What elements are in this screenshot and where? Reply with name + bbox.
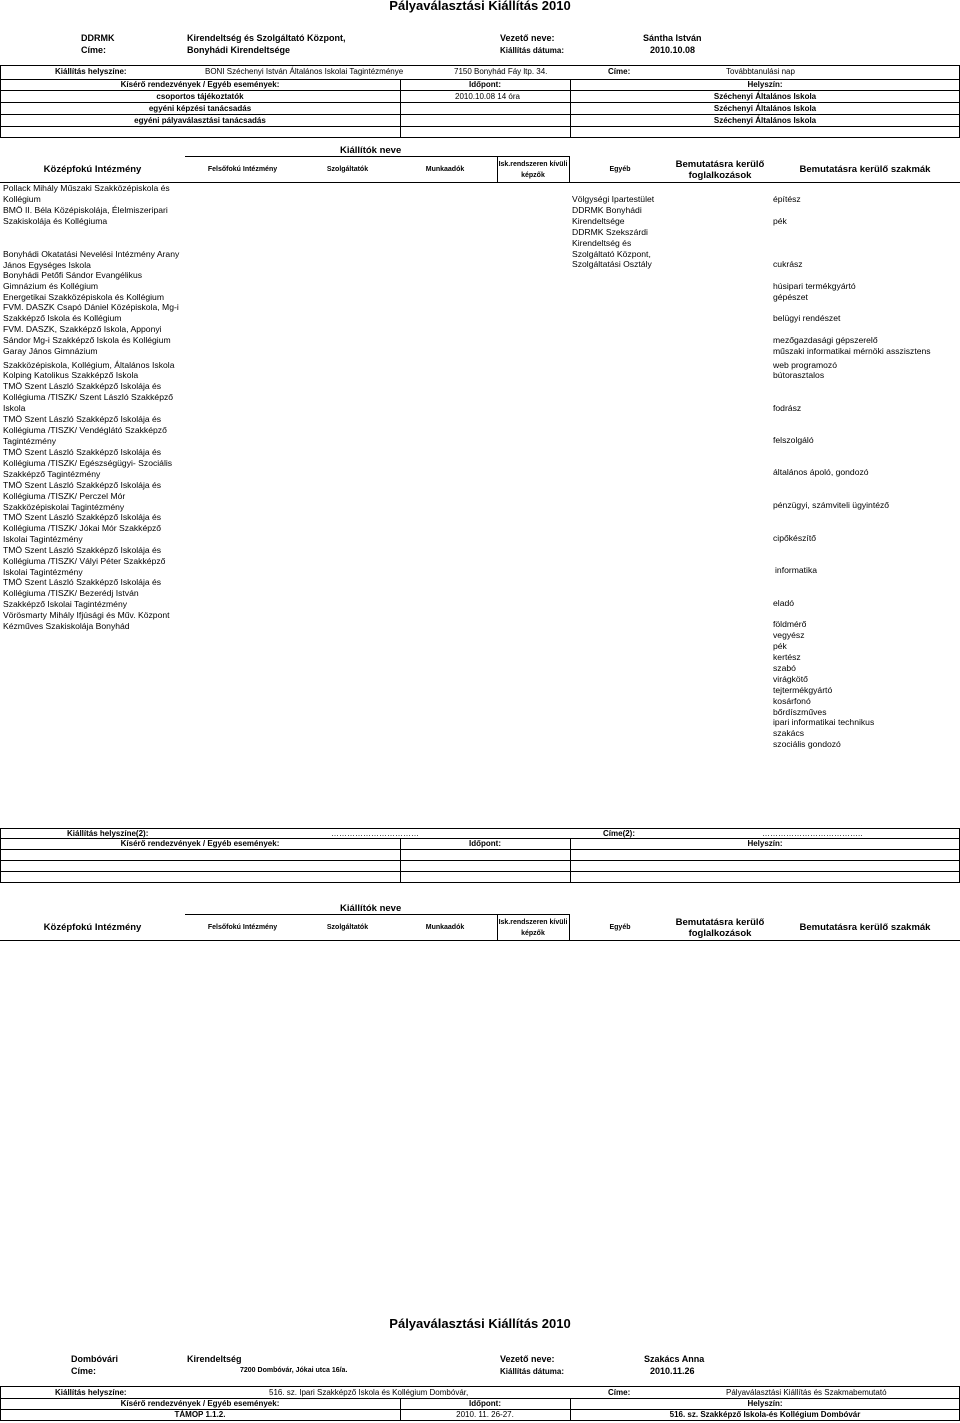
trade-18: vegyész [773,630,805,640]
col-trades: Bemutatásra kerülő szakmák [799,164,931,175]
page2-cime-value: Pályaválasztási Kiállítás és Szakmabemutató [726,1388,887,1397]
trade-15: informatika [775,565,818,575]
trade-19: pék [773,641,787,651]
col-jobs: Bemutatásra kerülő foglalkozások [675,158,765,181]
event-place-0: Széchenyi Általános Iskola [713,92,817,101]
trade-14: cipőkészítő [773,533,816,543]
trade-9: bútorasztalos [773,370,825,380]
leader-label: Vezető neve: [500,33,555,43]
institution-11: TMÖ Szent László Szakképző Iskolája és Kollégiuma /TISZK/ Vendéglátó Szakképző Tagintézmény [3,414,167,446]
trade-23: tejtermékgyártó [773,685,833,695]
exhibitors-label: Kiállítók neve [340,145,402,156]
trade-16: eladó [773,598,795,608]
trade-17: földmérő [773,619,807,629]
trade-5: belügyi rendészet [773,313,841,323]
page-title: Pályaválasztási Kiállítás 2010 [389,0,571,13]
institution-4: Energetikai Szakközépiskola és Kollégium [3,292,164,302]
col-employers: Munkaadók [425,166,465,173]
events-label: Kísérő rendezvények / Egyéb események: [120,80,280,89]
page2-cime-label: Címe: [608,1388,631,1397]
trade-0: építész [773,194,801,204]
address-value: Bonyhádi Kirendeltsége [187,45,291,55]
page2-time-label: Időpont: [469,1399,501,1408]
cime-value: Továbbtanulási nap [726,67,795,76]
date-label: Kiállítás dátuma: [500,46,565,55]
other-2: DDRMK Szekszárdi Kirendeltség és Szolgáltató Központ, Szolgáltatási Osztály [572,227,652,270]
page2-date-label: Kiállítás dátuma: [500,1367,565,1376]
page2-event-time: 2010. 11. 26-27. [456,1410,514,1419]
page2-address-value: 7200 Dombóvár, Jókai utca 16/a. [240,1367,348,1374]
form2-time-label: Időpont: [469,839,501,848]
event-place-2: Széchenyi Általános Iskola [713,116,817,125]
trade-22: virágkötő [773,674,808,684]
form2-col-jobs: Bemutatásra kerülő foglalkozások [675,916,765,939]
institution-16: TMÖ Szent László Szakképző Iskolája és Kollégiuma /TISZK/ Bezerédj István Szakképző Iskolai Tagintézmény [3,577,162,609]
form2-col-higher: Felsőfokú Intézmény [207,924,278,931]
trade-11: felszolgáló [773,435,814,445]
trade-24: kosárfonó [773,696,811,706]
col-services: Szolgáltatók [326,166,369,173]
institution-12: TMÖ Szent László Szakképző Iskolája és Kollégiuma /TISZK/ Egészségügyi- Szociális Szakképző Tagintézmény [3,447,173,479]
institution-10: TMÖ Szent László Szakképző Iskolája és Kollégiuma /TISZK/ Szent László Szakképző Iskola [3,381,174,413]
trade-6: mezőgazdasági gépszerelő [773,335,878,345]
form2-cime-label: Címe(2): [603,829,636,838]
trade-21: szabó [773,663,796,673]
org-label: DDRMK [81,33,115,43]
trade-12: általános ápoló, gondozó [773,467,869,477]
trade-26: ipari informatikai technikus [773,717,875,727]
institution-9: Kolping Katolikus Szakképző Iskola [3,370,139,380]
trade-1: pék [773,216,787,226]
time-label: Időpont: [469,80,501,89]
form2-events-label: Kísérő rendezvények / Egyéb események: [120,839,280,848]
trade-4: gépészet [773,292,808,302]
institution-8: Szakközépiskola, Kollégium, Általános Iskola [3,360,175,370]
institution-0: Pollack Mihály Műszaki Szakközépiskola és Kollégium [3,183,170,204]
institution-15: TMÖ Szent László Szakképző Iskolája és Kollégiuma /TISZK/ Vályi Péter Szakképző Iskolai Tagintézmény [3,545,166,577]
form2-venue-value: …………………………… [331,829,419,838]
institution-1: BMÖ II. Béla Középiskolája, Élelmiszeripari Szakiskolája és Kollégiuma [3,205,168,226]
institution-7: Garay János Gimnázium [3,346,98,356]
page2-venue-value: 516. sz. Ipari Szakképző Iskola és Kollégium Dombóvár, [269,1388,469,1397]
form2-col-trades: Bemutatásra kerülő szakmák [799,922,931,933]
event-place-1: Széchenyi Általános Iskola [713,104,817,113]
venue-address: 7150 Bonyhád Fáy ltp. 34. [454,67,548,76]
col-other: Egyéb [609,166,631,173]
event-time-0: 2010.10.08 14 óra [455,92,520,101]
institution-3: Bonyhádi Petőfi Sándor Evangélikus Gimnázium és Kollégium [3,270,143,291]
cime-label: Címe: [608,67,631,76]
page2-org-name: Kirendeltség [187,1354,242,1364]
institution-17: Vörösmarty Mihály Ifjúsági és Műv. Központ Kézműves Szakiskolája Bonyhád [3,610,170,631]
institution-5: FVM. DASZK Csapó Dániel Középiskola, Mg-i Szakképző Iskola és Kollégium [3,302,179,323]
col-secondary: Középfokú Intézmény [43,164,142,175]
trade-2: cukrász [773,259,803,269]
form2-place-label: Helyszín: [747,839,783,848]
page2-address-label: Címe: [71,1366,97,1376]
trade-10: fodrász [773,403,802,413]
institution-14: TMÖ Szent László Szakképző Iskolája és Kollégiuma /TISZK/ Jókai Mór Szakképző Iskolai Tagintézmény [3,512,162,544]
form2-cime-value: ……………………………….. [762,829,863,838]
trade-8: web programozó [773,360,838,370]
col-outside: Isk.rendszeren kívüli képzők [498,160,568,179]
event-name-1: egyéni képzési tanácsadás [148,104,252,113]
form2-col-services: Szolgáltatók [326,924,369,931]
form2-col-employers: Munkaadók [425,924,465,931]
venue-label: Kiállítás helyszíne: [55,67,127,76]
page2-event-place: 516. sz. Szakképző Iskola-és Kollégium Dombóvár [669,1410,861,1419]
leader-value: Sántha István [643,33,702,43]
event-name-0: csoportos tájékoztatók [156,92,244,101]
page2-date-value: 2010.11.26 [650,1366,695,1376]
form2-col-other: Egyéb [609,924,631,931]
venue-value: BONI Széchenyi István Általános Iskolai Tagintézménye [205,67,404,76]
form2-col-secondary: Középfokú Intézmény [43,922,142,933]
trade-3: húsipari termékgyártó [773,281,856,291]
institution-13: TMÖ Szent László Szakképző Iskolája és Kollégiuma /TISZK/ Perczel Mór Szakközépiskolai Tagintézmény [3,480,162,512]
page2-place-label: Helyszín: [747,1399,783,1408]
institution-2: Bonyhádi Okatatási Nevelési Intézmény Arany János Egységes Iskola [3,249,180,270]
institution-6: FVM. DASZK, Szakképző Iskola, Apponyi Sándor Mg-i Szakképző Iskola és Kollégium [3,324,171,345]
col-higher: Felsőfokú Intézmény [207,166,278,173]
trade-13: pénzügyi, számviteli ügyintéző [773,500,890,510]
address-label: Címe: [81,45,107,55]
page2-leader-value: Szakács Anna [644,1354,705,1364]
trade-7: műszaki informatikai mérnöki asszisztens [773,346,931,356]
page2-venue-label: Kiállítás helyszíne: [55,1388,127,1397]
event-name-2: egyéni pályaválasztási tanácsadás [134,116,266,125]
page2-events-label: Kísérő rendezvények / Egyéb események: [120,1399,280,1408]
trade-25: bőrdíszműves [773,707,827,717]
form2-col-outside: Isk.rendszeren kívüli képzők [498,918,568,937]
place-label: Helyszín: [747,80,783,89]
page2-org-label: Dombóvári [71,1354,119,1364]
trade-20: kertész [773,652,801,662]
trade-27: szakács [773,728,805,738]
trade-28: szociális gondozó [773,739,841,749]
page2-event-name: TÁMOP 1.1.2. [174,1410,226,1419]
other-0: Völgységi Ipartestület [572,194,655,204]
other-1: DDRMK Bonyhádi Kirendeltsége [572,205,642,226]
form2-exhibitors-label: Kiállítók neve [340,903,402,914]
page2-leader-label: Vezető neve: [500,1354,555,1364]
page2-title: Pályaválasztási Kiállítás 2010 [389,1316,571,1331]
date-value: 2010.10.08 [650,45,696,55]
form2-venue-label: Kiállítás helyszíne(2): [67,829,149,838]
org-name: Kirendeltség és Szolgáltató Központ, [187,33,346,43]
